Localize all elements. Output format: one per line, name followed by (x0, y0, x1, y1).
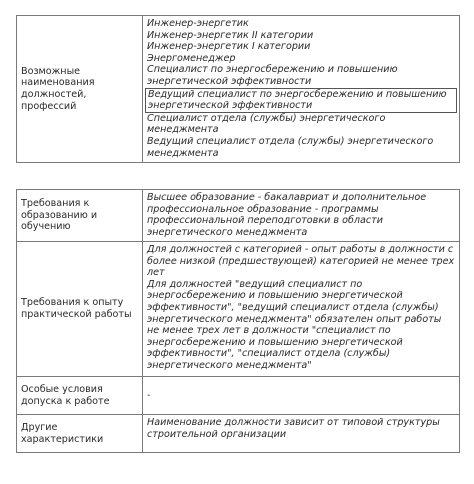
position-item: Энергоменеджер (147, 52, 236, 64)
position-item: Специалист отдела (службы) энергетического менеджмента (147, 112, 386, 136)
other-value: Наименование должности зависит от типовой структуры строительной организации (143, 415, 460, 453)
position-item: Специалист по энергосбережению и повышению энергетической эффективности (147, 64, 398, 87)
education-label: Требования к образованию и обучению (17, 190, 143, 242)
position-item: Ведущий специалист отдела (службы) энергетического менеджмента (147, 135, 434, 159)
position-item: Инженер-энергетик (147, 18, 249, 29)
position-item: Инженер-энергетик I категории (147, 41, 311, 53)
position-item: Инженер-энергетик II категории (147, 29, 314, 41)
table-row (17, 190, 460, 242)
education-value: Высшее образование - бакалавриат и дополнительное профессиональное образование - программы профессиональной переподготовки в области энергетического менеджмента (143, 190, 460, 242)
admission-label: Особые условия допуска к работе (17, 377, 143, 415)
positions-table (16, 15, 460, 163)
experience-label: Требования к опыту практической работы (17, 242, 143, 377)
other-label: Другие характеристики (17, 415, 143, 453)
experience-value (143, 242, 460, 377)
positions-list (143, 16, 460, 163)
experience-paragraph: Для должностей "ведущий специалист по энергосбережению и повышению энергетической эффективности", "ведущий специалист отдела (службы) энергетического менеджмента" обязателен опыт работы не менее трех лет в должности "специалист по энергосбережению и повышению энергетической эффективности", "специалист отдела (службы) энергетического менеджмента" (147, 278, 442, 371)
positions-row (17, 16, 460, 163)
table-row (17, 377, 460, 415)
experience-paragraph: Для должностей с категорией - опыт работы в должности с более низкой (предшествующей) категорией не менее трех лет (147, 244, 455, 279)
table-row (17, 415, 460, 453)
table-row (17, 242, 460, 377)
admission-value: - (143, 377, 460, 415)
requirements-table (16, 189, 460, 453)
position-item-highlighted: Ведущий специалист по энергосбережению и повышению энергетической эффективности (145, 88, 457, 113)
positions-label: Возможные наименования должностей, профессий (17, 16, 143, 163)
